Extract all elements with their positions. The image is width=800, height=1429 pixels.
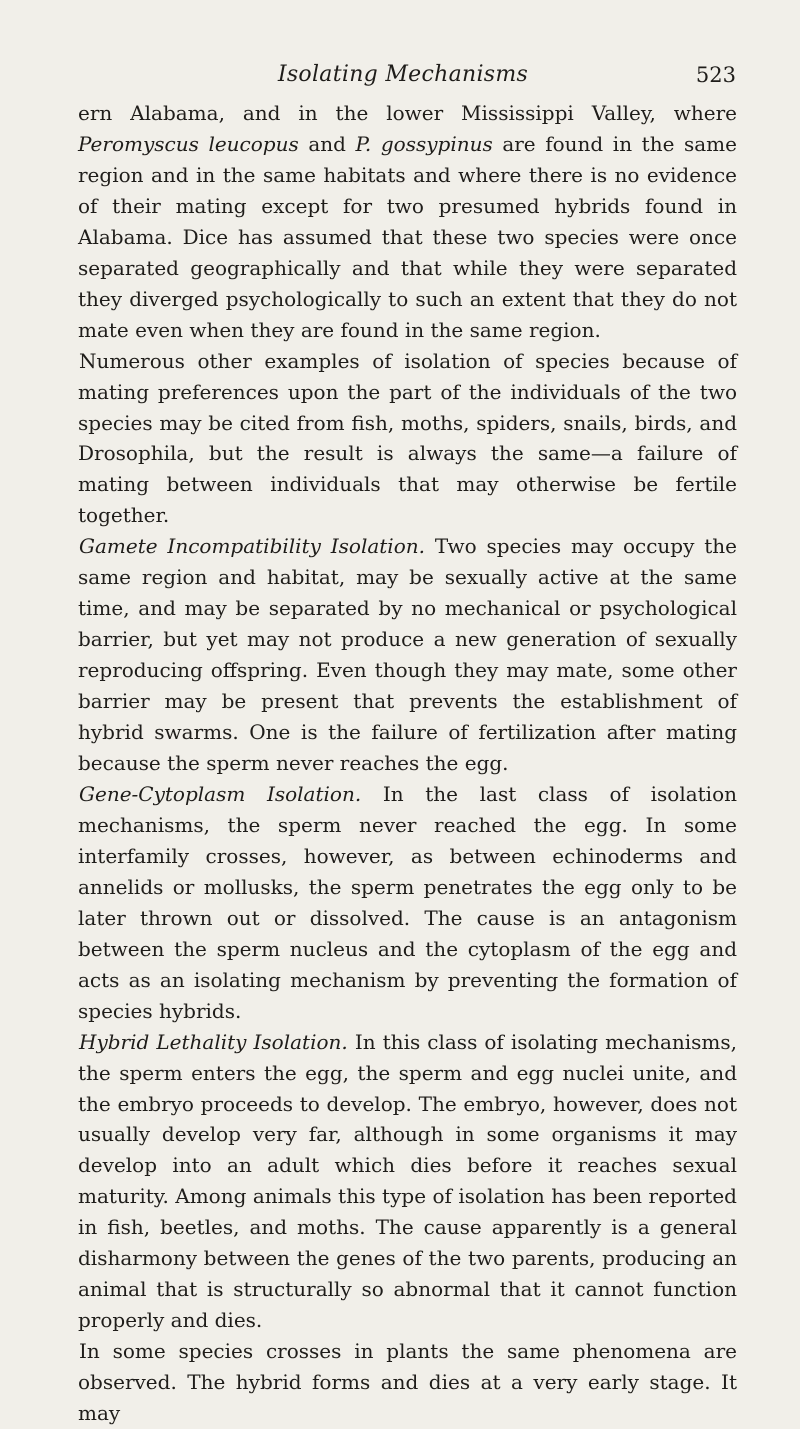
paragraph-plants-text: In some species crosses in plants the same phenomena are observed. The hybrid forms and dies at a very early stage. It may [78,1339,737,1426]
paragraph-plants [78,1336,737,1429]
paragraph-hybrid-lethality [78,1027,737,1337]
paragraph-2 [78,346,737,532]
section-heading-gene-cytoplasm: Gene-Cytoplasm Isolation. [79,781,362,806]
paragraph-gene-cytoplasm-text: In the last class of isolation mechanisms, the sperm never reached the egg. In some interfamily crosses, however, as between echinoderms and annelids or mollusks, the sperm penetrates the egg only to be later thrown out or dissolved. The cause is an antagonism between the sperm nucleus and the cytoplasm of the egg and acts as an isolating mechanism by preventing the formation of species hybrids. [78,781,738,1023]
section-heading-hybrid-lethality: Hybrid Lethality Isolation. [79,1029,348,1054]
paragraph-1 [78,98,737,346]
paragraph-gamete-incompatibility [78,531,737,779]
section-heading-gamete-incompatibility: Gamete Incompatibility Isolation. [79,534,425,559]
running-head: Isolating Mechanisms [277,62,529,87]
paragraph-hybrid-lethality-text: In this class of isolating mechanisms, the sperm enters the egg, the sperm and egg nuclei unite, and the embryo proceeds to develop. The embryo, however, does not usually develop very far, although in some organisms it may develop into an adult which dies before it reaches sexual maturity. Among animals this type of isolation has been reported in fish, beetles, and moths. The cause apparently is a general disharmony between the genes of the two parents, producing an animal that is structurally so abnormal that it cannot function properly and dies. [78,1029,738,1333]
species-name-peromyscus-leucopus: Peromyscus leucopus [78,131,299,156]
paragraph-gene-cytoplasm [78,779,737,1027]
body-text [78,98,737,1429]
species-name-p-gossypinus: P. gossypinus [355,131,493,156]
paragraph-2-text: Numerous other examples of isolation of species because of mating preferences upon the part of the individuals of the two species may be cited from fish, moths, spiders, snails, birds, and Drosophila, but the result is always the same—a failure of mating between individuals that may otherwise be fertile together. [78,348,737,528]
page-number: 523 [695,63,736,87]
page-header [70,58,736,92]
paragraph-1-text-b: and [298,131,356,156]
paragraph-1-text-a: ern Alabama, and in the lower Mississippi Valley, where [78,101,737,125]
paragraph-gamete-incompatibility-text: Two species may occupy the same region and habitat, may be sexually active at the same time, and may be separated by no mechanical or psychological barrier, but yet may not produce a new generation of sexually reproducing offspring. Even though they may mate, some other barrier may be present that prevents the establishment of hybrid swarms. One is the failure of fertilization after mating because the sperm never reaches the egg. [78,534,738,776]
paragraph-1-text-c: are found in the same region and in the same habitats and where there is no evidence of their mating except for two presumed hybrids found in Alabama. Dice has assumed that these two species were once separated geographically and that while they were separated they diverged psychologically to such an extent that they do not mate even when they are found in the same region. [78,131,737,342]
